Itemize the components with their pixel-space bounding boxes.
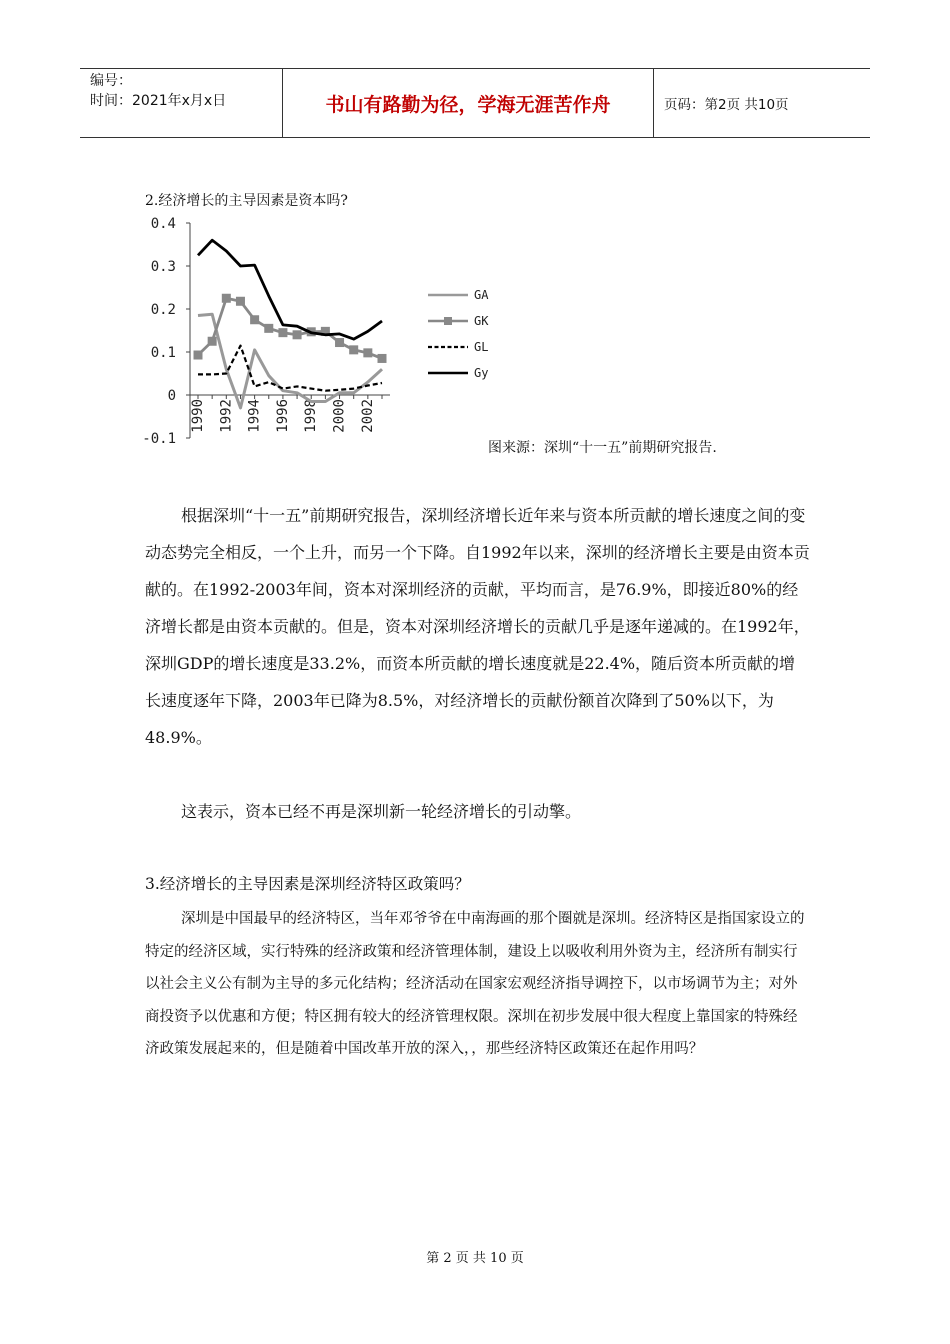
series-point-gk: [363, 348, 372, 357]
x-tick-label: 1994: [246, 399, 263, 433]
number-label: 编号：: [90, 73, 132, 89]
series-point-gk: [378, 354, 387, 363]
page-footer: 第 2 页 共 10 页: [426, 1251, 524, 1266]
series-point-gk: [335, 338, 344, 347]
legend-marker-gk: [444, 317, 452, 325]
x-tick-label: 1996: [274, 399, 291, 433]
x-tick-label: 2000: [331, 399, 348, 433]
y-tick-labels: [142, 216, 176, 447]
section-3-question: 3.经济增长的主导因素是深圳经济特区政策吗？: [145, 875, 470, 893]
x-tick-label: 1992: [218, 399, 235, 433]
series-point-gk: [264, 324, 273, 333]
y-tick-label: 0.1: [150, 345, 176, 361]
y-tick-label: -0.1: [142, 431, 176, 447]
series-point-gk: [293, 330, 302, 339]
chart-legend: [428, 288, 489, 380]
series-line-ga: [198, 314, 382, 408]
x-tick-label: 1998: [303, 399, 320, 433]
y-tick-label: 0.2: [150, 302, 176, 318]
series-point-gk: [208, 337, 217, 346]
y-tick-label: 0: [167, 388, 176, 404]
figure-source: 图来源：深圳“十一五”前期研究报告.: [488, 440, 717, 456]
time-label: 时间：2021年x月x日: [90, 93, 227, 109]
paragraph-conclusion: 这表示，资本已经不再是深圳新一轮经济增长的引动擎。: [181, 802, 582, 821]
legend-label-gl: GL: [474, 340, 489, 354]
y-tick-label: 0.3: [150, 259, 176, 275]
page-header: [80, 68, 870, 138]
legend-label-gk: GK: [474, 314, 489, 328]
series-point-gk: [222, 294, 231, 303]
series-point-gk: [278, 328, 287, 337]
series-point-gk: [236, 297, 245, 306]
chart-series: [194, 240, 387, 408]
growth-factors-chart: [140, 205, 520, 455]
x-tick-labels: [190, 399, 376, 433]
legend-label-gy: Gy: [474, 366, 489, 380]
x-tick-label: 1990: [190, 399, 206, 433]
header-meta: [80, 69, 282, 137]
paragraph-capital-contribution: 根据深圳“十一五”前期研究报告，深圳经济增长近年来与资本所贡献的增长速度之间的变动态势完全相反，一个上升，而另一个下降。自1992年以来，深圳的经济增长主要是由资本贡献的。在1992-2003年间，资本对深圳经济的贡献，平均而言，是76.9%，即接近80%的经济增长都是由资本贡献的。但是，资本对深圳经济增长的贡献几乎是逐年递减的。在1992年，深圳GDP的增长速度是33.2%，而资本所贡献的增长速度就是22.4%，随后资本所贡献的增长速度逐年下降，2003年已降为8.5%，对经济增长的贡献份额首次降到了50%以下，为48.9%。: [145, 506, 810, 747]
legend-label-ga: GA: [474, 288, 489, 302]
header-motto: 书山有路勤为径，学海无涯苦作舟: [282, 69, 654, 137]
series-point-gk: [194, 351, 203, 360]
header-page-label: 页码：第2页 共10页: [664, 97, 789, 113]
x-tick-label: 2002: [359, 399, 376, 433]
y-tick-label: 0.4: [150, 216, 176, 232]
paragraph-special-zone: 深圳是中国最早的经济特区，当年邓爷爷在中南海画的那个圈就是深圳。经济特区是指国家设立的特定的经济区域，实行特殊的经济政策和经济管理体制，建设上以吸收利用外资为主，经济所有制实行以社会主义公有制为主导的多元化结构；经济活动在国家宏观经济指导调控下，以市场调节为主；对外商投资予以优惠和方便；特区拥有较大的经济管理权限。深圳在初步发展中很大程度上靠国家的特殊经济政策发展起来的，但是随着中国改革开放的深入，，那些经济特区政策还在起作用吗？: [145, 911, 805, 1057]
series-line-gy: [198, 240, 382, 339]
section-2-question: 2.经济增长的主导因素是资本吗?: [145, 193, 348, 209]
series-point-gk: [250, 315, 259, 324]
series-point-gk: [349, 345, 358, 354]
